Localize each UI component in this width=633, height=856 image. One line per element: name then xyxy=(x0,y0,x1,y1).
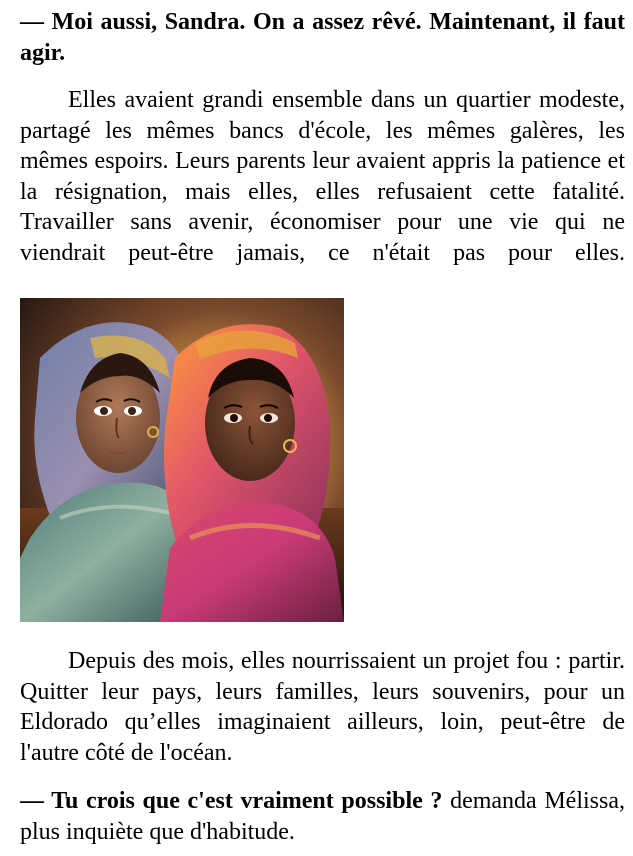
dialogue-line-2-speech: — Tu crois que c'est vraiment possible ? xyxy=(20,788,443,814)
narrative-paragraph-1: Elles avaient grandi ensemble dans un quartier modeste, partagé les mêmes bancs d'école, les mêmes galères, les mêmes espoirs. Leurs parents leur avaient appris la patience et la résignation, mais elles, elles refusaient cette fatalité. Travailler sans avenir, économiser pour une vie qui ne viendrait peut-être jamais, ce n'était pas pour elles. xyxy=(20,87,625,266)
dialogue-line-2-tag: demanda Mélissa, plus inquiète que d'habitude. xyxy=(20,788,625,845)
dialogue-line-2 xyxy=(20,786,625,847)
dialogue-line-1: — Moi aussi, Sandra. On a assez rêvé. Maintenant, il faut agir. xyxy=(20,9,625,66)
illustration-two-women-headscarves xyxy=(20,298,344,622)
narrative-paragraph-2: Depuis des mois, elles nourrissaient un projet fou : partir. Quitter leur pays, leurs familles, leurs souvenirs, pour un Eldorado qu’elles imaginaient ailleurs, loin, peut-être de l'autre côté de l'océan. xyxy=(20,648,625,766)
